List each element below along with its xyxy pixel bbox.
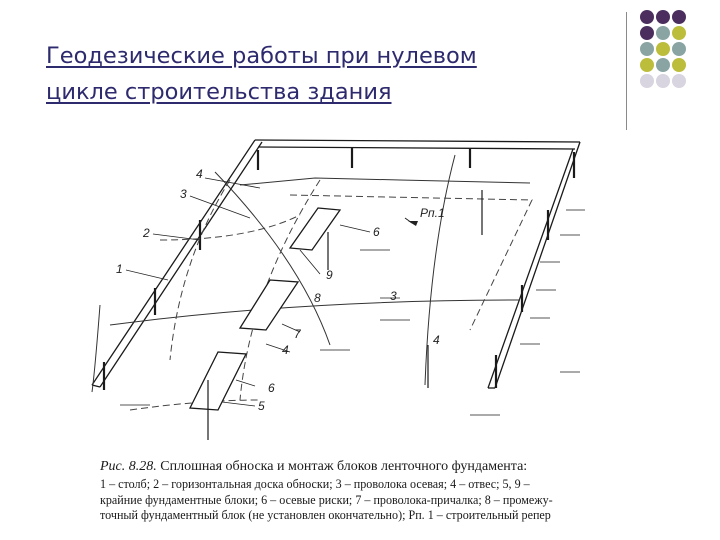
- decorative-dot: [656, 42, 670, 56]
- label-8: 8: [314, 291, 321, 305]
- foundation-blocks: [190, 208, 340, 410]
- batter-board-frame: [92, 140, 580, 388]
- caption-line-2: крайние фундаментные блоки; 6 – осевые риски; 7 – проволока-причалка; 8 – промежу-: [100, 492, 553, 507]
- label-6-top: 6: [373, 225, 380, 239]
- slide-title: [46, 38, 606, 110]
- decorative-dot: [672, 58, 686, 72]
- label-7: 7: [294, 327, 301, 341]
- label-1: 1: [116, 262, 123, 276]
- decorative-dot: [656, 74, 670, 88]
- decorative-dot-grid: [640, 10, 702, 88]
- decorative-dot: [640, 58, 654, 72]
- decorative-dot: [656, 10, 670, 24]
- decorative-dot: [688, 10, 702, 24]
- label-rp1: Рп.1: [420, 206, 445, 220]
- benchmark-rp1: [405, 218, 418, 226]
- caption-line-3: точный фундаментный блок (не установлен окончательно); Рп. 1 – строительный репер: [100, 508, 551, 523]
- label-5: 5: [258, 399, 265, 413]
- label-3-left: 3: [180, 187, 187, 201]
- label-6-bottom: 6: [268, 381, 275, 395]
- vertical-divider: [626, 12, 627, 130]
- foundation-block-5: [190, 352, 246, 410]
- decorative-dot: [640, 74, 654, 88]
- slide-title-line-2: цикле строительства здания: [46, 79, 392, 105]
- decorative-dot: [672, 10, 686, 24]
- decorative-dot: [672, 74, 686, 88]
- decorative-dot: [672, 42, 686, 56]
- label-3-right: 3: [390, 289, 397, 303]
- decorative-dot: [688, 74, 702, 88]
- label-4-mid: 4: [282, 343, 289, 357]
- label-9: 9: [326, 268, 333, 282]
- figure-caption: [100, 458, 620, 524]
- decorative-dot: [656, 26, 670, 40]
- decorative-dot: [688, 58, 702, 72]
- decorative-dot: [688, 42, 702, 56]
- decorative-dot: [656, 58, 670, 72]
- label-4-right: 4: [433, 333, 440, 347]
- caption-title: Сплошная обноска и монтаж блоков ленточного фундамента:: [160, 459, 528, 474]
- decorative-dot: [672, 26, 686, 40]
- decorative-dot: [640, 10, 654, 24]
- label-4-top: 4: [196, 167, 203, 181]
- decorative-dot: [640, 42, 654, 56]
- foundation-block-8: [240, 280, 298, 330]
- caption-figure-number: Рис. 8.28.: [100, 459, 157, 474]
- axis-wires: [92, 155, 530, 392]
- posts: [104, 148, 574, 390]
- foundation-block-9: [290, 208, 340, 250]
- label-2: 2: [143, 226, 150, 240]
- foundation-drawing: [80, 120, 620, 450]
- foundation-diagram: [80, 120, 620, 450]
- caption-line-1: 1 – столб; 2 – горизонтальная доска обноски; 3 – проволока осевая; 4 – отвес; 5, 9 –: [100, 477, 530, 491]
- slide-title-line-1: Геодезические работы при нулевом: [46, 43, 477, 69]
- decorative-dot: [688, 26, 702, 40]
- decorative-dot: [640, 26, 654, 40]
